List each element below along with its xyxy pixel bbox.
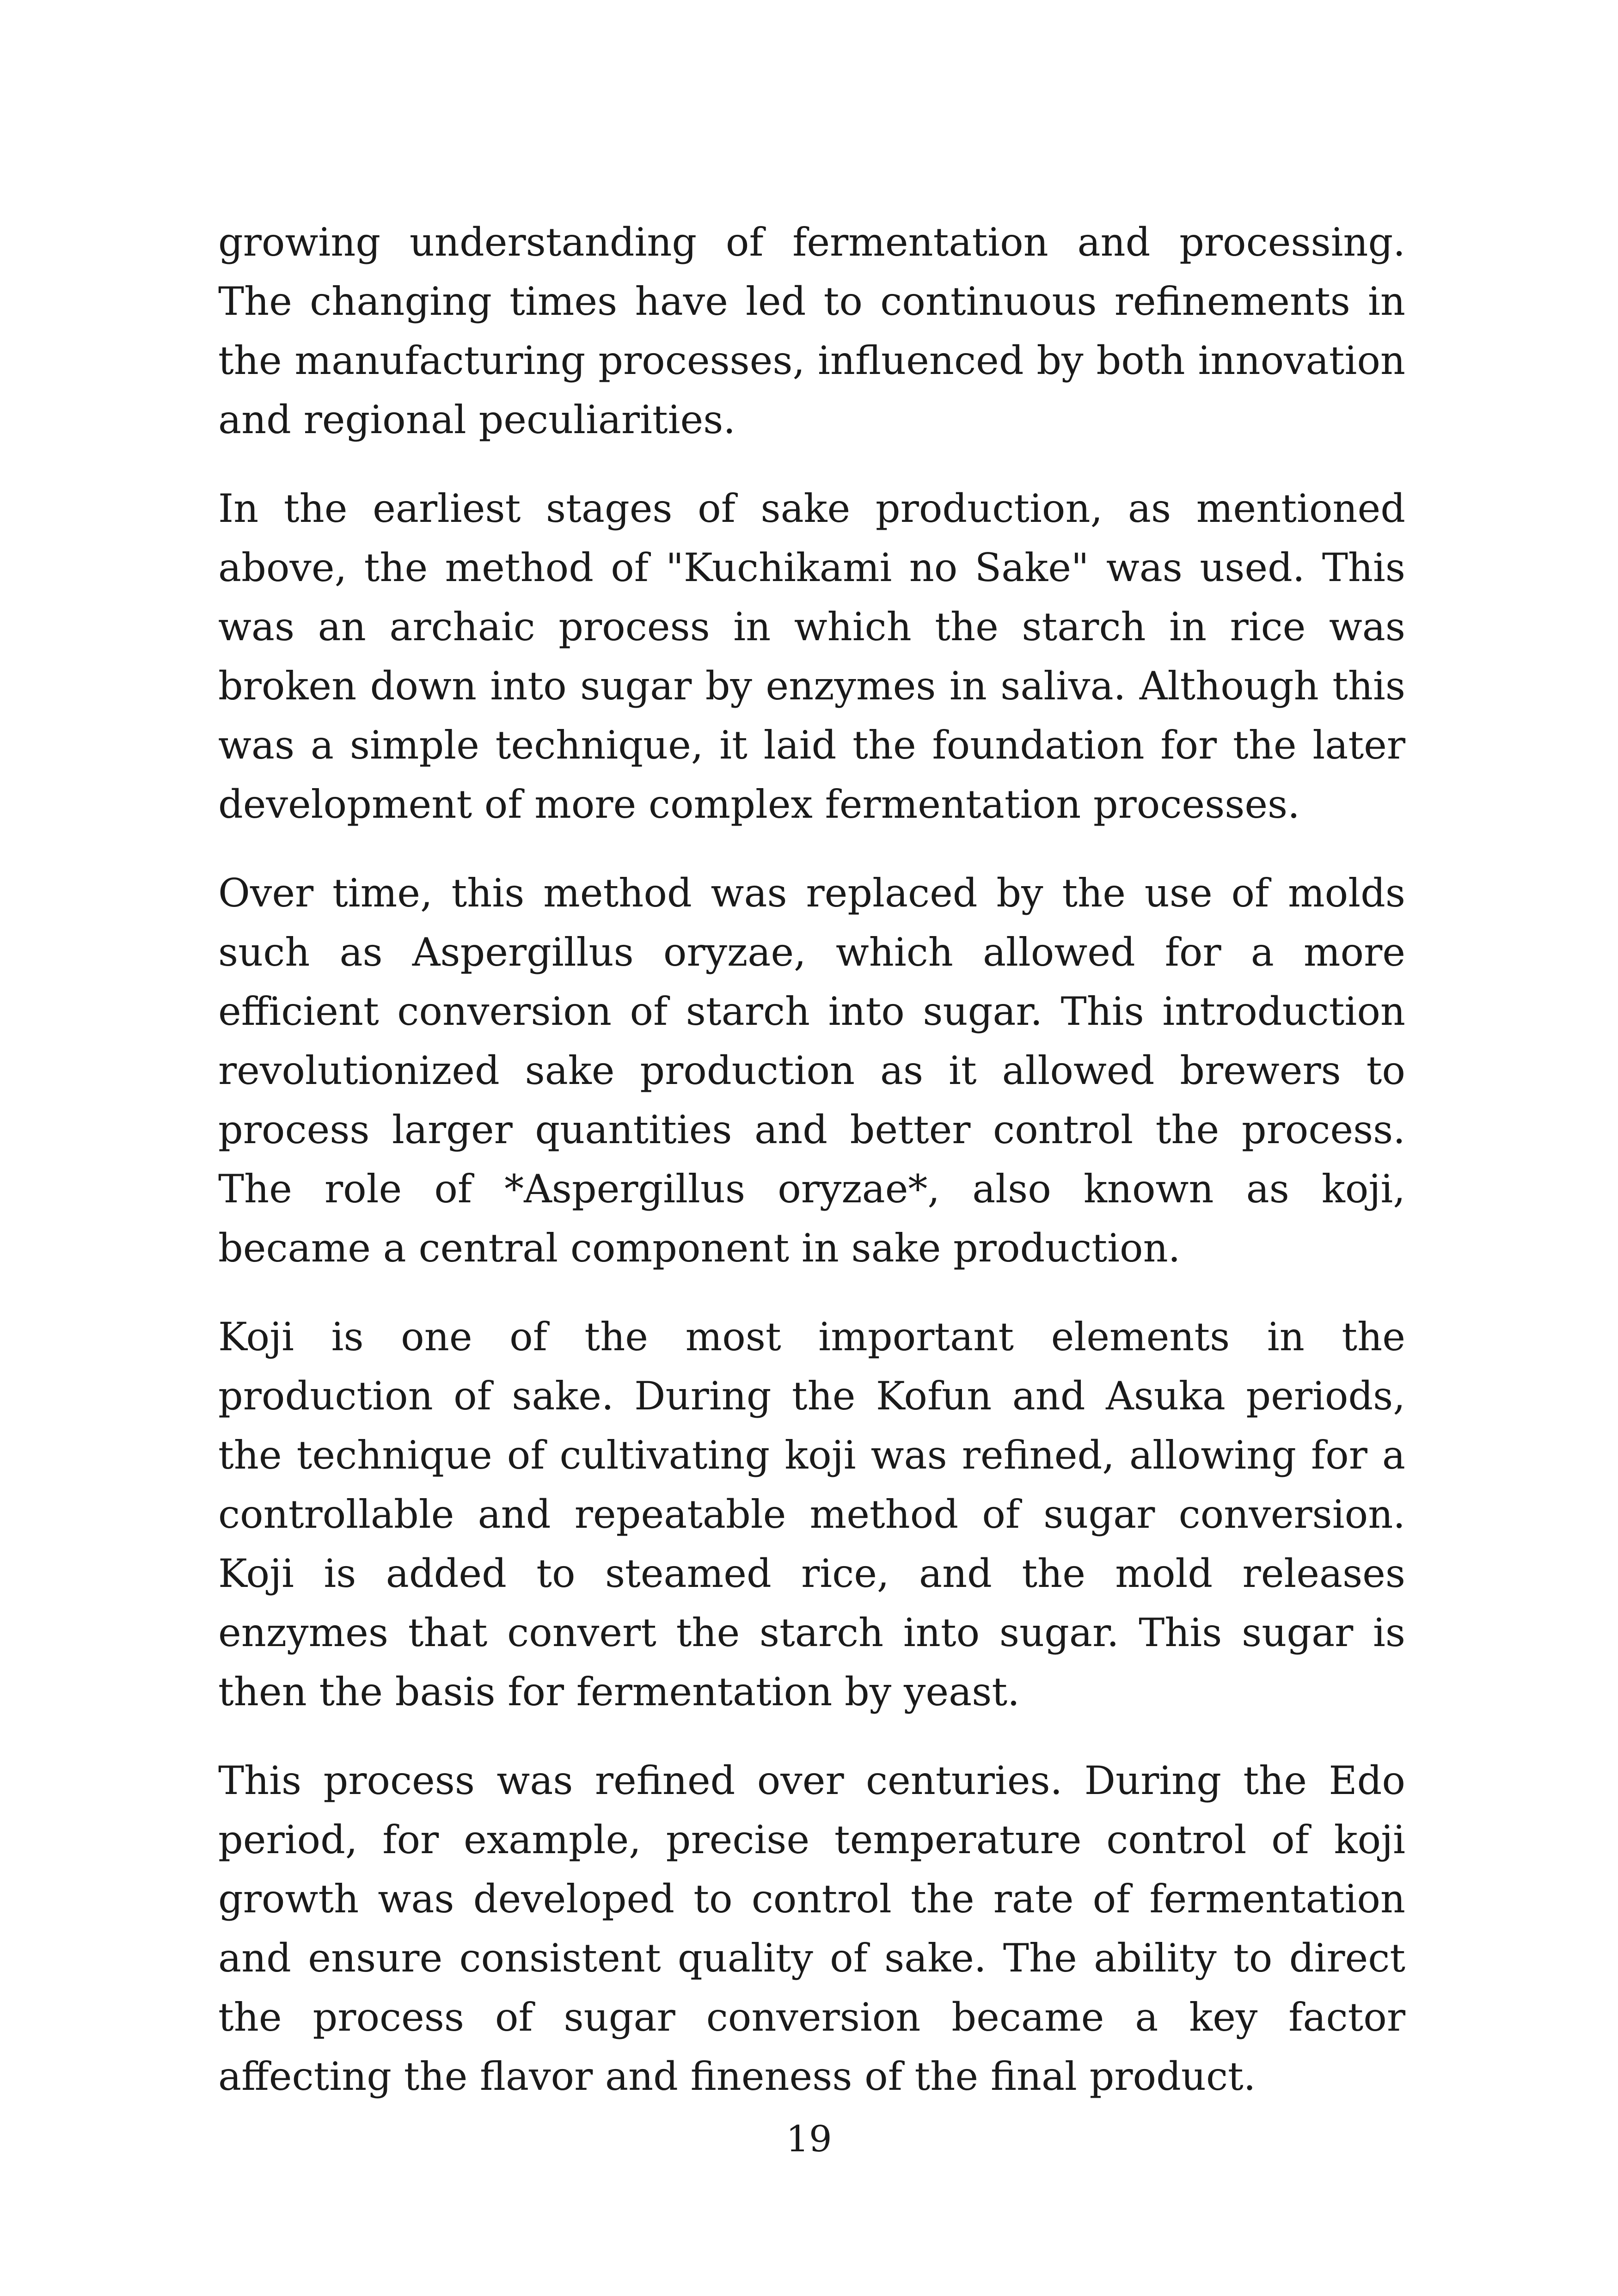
paragraph-2: In the earliest stages of sake production, as mentioned above, the method of "Kuchikami no Sake" was used. This was an archaic process in which the starch in rice was broken down into sugar by enzymes in saliva. Although this was a simple technique, it laid the foundation for the later development of more complex fermentation processes.	[218, 486, 1405, 827]
paragraph-1: growing understanding of fermentation and processing. The changing times have led to continuous refinements in the manufacturing processes, influenced by both innovation and regional peculiarities.	[218, 220, 1405, 442]
paragraph-4: Koji is one of the most important elements in the production of sake. During the Kofun and Asuka periods, the technique of cultivating koji was refined, allowing for a controllable and repeatable method of sugar conversion. Koji is added to steamed rice, and the mold releases enzymes that convert the starch into sugar. This sugar is then the basis for fermentation by yeast.	[218, 1314, 1405, 1714]
body-text	[218, 213, 1405, 2106]
page-number: 19	[786, 2118, 832, 2160]
paragraph-5: This process was refined over centuries. During the Edo period, for example, precise temperature control of koji growth was developed to control the rate of fermentation and ensure consistent quality of sake. The ability to direct the process of sugar conversion became a key factor affecting the flavor and fineness of the final product.	[218, 1758, 1405, 2099]
paragraph-3: Over time, this method was replaced by the use of molds such as Aspergillus oryzae, which allowed for a more efficient conversion of starch into sugar. This introduction revolutionized sake production as it allowed brewers to process larger quantities and better control the process. The role of *Aspergillus oryzae*, also known as koji, became a central component in sake production.	[218, 870, 1405, 1271]
